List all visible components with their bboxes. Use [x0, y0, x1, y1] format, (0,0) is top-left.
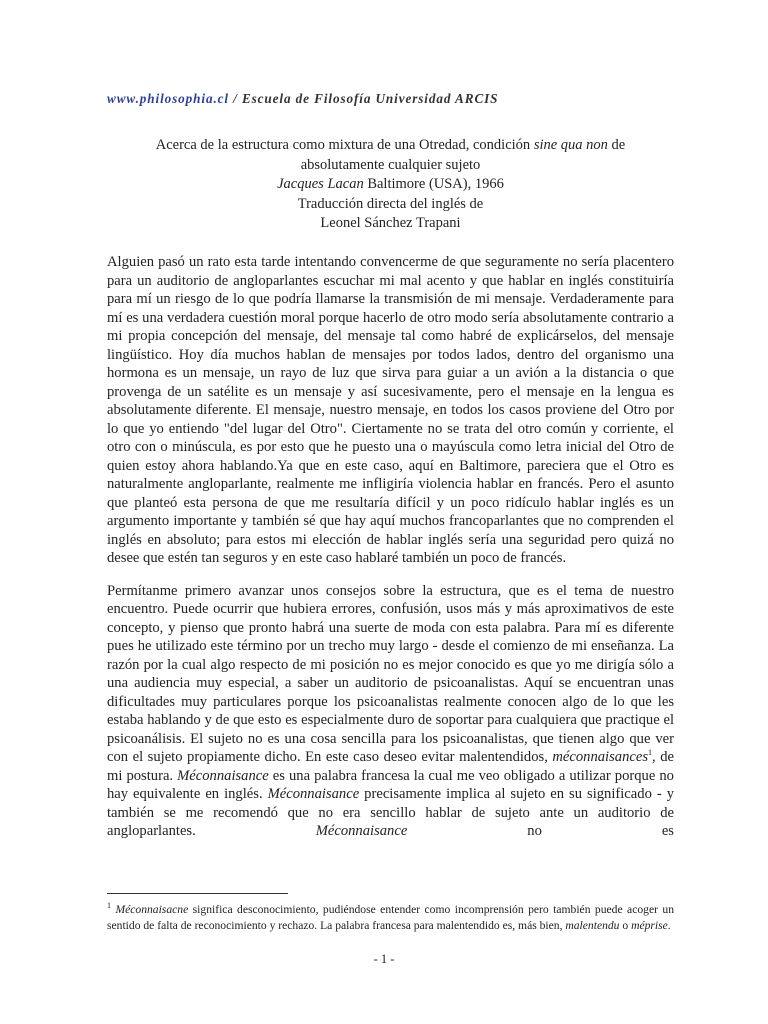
author-place-date: Baltimore (USA), 1966 [363, 176, 504, 193]
title-line-2: absolutamente cualquier sujeto [300, 156, 481, 173]
translator-name: Leonel Sánchez Trapani [320, 215, 461, 232]
paragraph-2-text: precisamente implica al sujeto en su significado - y también se me recomendó que no era sencillo hablar de sujeto ante un auditorio de angloparlantes. [107, 786, 674, 839]
paragraph-2-text: Permítanme primero avanzar unos consejos sobre la estructura, que es el tema de nuestro encuentro. Puede ocurrir que hubiera errores, confusión, usos más y más aproximativos de este concepto, y pienso que pronto habrá una suerte de moda con esta palabra. Para mí es diferente pues he utilizado este término por un trecho muy largo - desde el comienzo de mi enseñanza. La razón por la cual algo respecto de mi posición no es mejor conocido es que yo me dirigía sólo a una audiencia muy especial, a saber un auditorio de psicoanalistas. Aquí se encuentran unas dificultades muy particulares porque los psicoanalistas realmente conocen algo de lo que les estaba hablando y de que esto es especialmente duro de soportar para cualquiera que practique el psicoanálisis. El sujeto no es una cosa sencilla para los psicoanalistas, que tienen algo que ver con el sujeto propiamente dicho. En este caso deseo evitar malentendidos, [107, 582, 674, 765]
translation-line: Traducción directa del inglés de [297, 195, 484, 212]
body-text [107, 253, 674, 855]
term-meconnaisance: Méconnaisance [315, 823, 408, 839]
title-text-end: de [607, 137, 626, 153]
footnote [107, 902, 674, 935]
term-meconnaisances: méconnaisances [552, 749, 649, 765]
paragraph-1: Alguien pasó un rato esta tarde intentando convencerme de que seguramente no sería placentero para un auditorio de angloparlantes escuchar mi mal acento y que hablar en inglés constituiría para mí un riesgo de lo que podría llamarse la transmisión de mi mensaje. Verdaderamente para mí es una verdadera cuestión moral porque hacerlo de otro modo sería absolutamente contrario a mi propia concepción del mensaje, del mensaje tal como habré de explicárselos, del mensaje lingüístico. Hoy día muchos hablan de mensajes por todos lados, dentro del organismo una hormona es un mensaje, un rayo de luz que sirva para guiar a un avión a la distancia o que provenga de un satélite es un mensaje y así sucesivamente, pero el mensaje en la lengua es absolutamente diferente. El mensaje, nuestro mensaje, en todos los casos proviene del Otro por lo que yo entiendo "del lugar del Otro". Ciertamente no se trata del otro común y corriente, el otro con o minúscula, es por esto que he puesto una o mayúscula como letra inicial del Otro de quien estoy ahora hablando.Ya que en este caso, aquí en Baltimore, pareciera que el Otro es naturalmente angloparlante, realmente me infligiría violencia hablar en francés. Pero el asunto que planteó esta persona de que me resultaría difícil y un poco ridículo hablar inglés es un argumento importante y también sé que hay aquí muchos francoparlantes que no comprenden el inglés en absoluto; para estos mi elección de hablar inglés sería una seguridad pero quizá no desee que estén tan seguros y en este caso hablaré también un poco de francés. [107, 254, 674, 566]
title-text: Acerca de la estructura como mixtura de una Otredad, condición [155, 137, 534, 153]
term-meconnaisance: Méconnaisance [267, 786, 360, 802]
term-meconnaisance: Méconnaisance [177, 767, 269, 784]
paragraph-2-text: no es [407, 823, 674, 839]
site-link[interactable]: www.philosophia.cl [107, 91, 229, 106]
footnote-text: significa desconocimiento, pudiéndose entender como incomprensión pero también puede acoger un sentido de falta de reconocimiento y rechazo. La palabra francesa para malentendido es, más bien, [107, 903, 674, 933]
footnote-term: méprise [631, 919, 668, 933]
header-separator: / [228, 91, 242, 106]
footnote-divider [107, 893, 288, 894]
header-school: Escuela de Filosofía Universidad ARCIS [241, 91, 499, 106]
title-block [107, 136, 674, 234]
footnote-text: . [667, 919, 671, 933]
footnote-text: o [619, 919, 632, 933]
author-name: Jacques Lacan [277, 176, 364, 193]
footnote-ref[interactable]: 1 [648, 748, 653, 758]
paragraph-2 [107, 582, 674, 841]
footnote-term: Méconnaisacne [115, 903, 189, 916]
title-line-1 [107, 136, 674, 156]
page-header [107, 91, 498, 107]
footnote-number: 1 [107, 901, 111, 911]
paragraph-2-text: , de mi postura. [107, 749, 674, 784]
page-number: - 1 - [373, 952, 395, 966]
title-emphasis: sine qua non [533, 137, 608, 153]
footnote-term: malentendu [565, 919, 620, 933]
paragraph-2-text: es una palabra francesa la cual me veo obligado a utilizar porque no hay equivalente en inglés. [107, 767, 674, 802]
author-line [107, 175, 674, 195]
